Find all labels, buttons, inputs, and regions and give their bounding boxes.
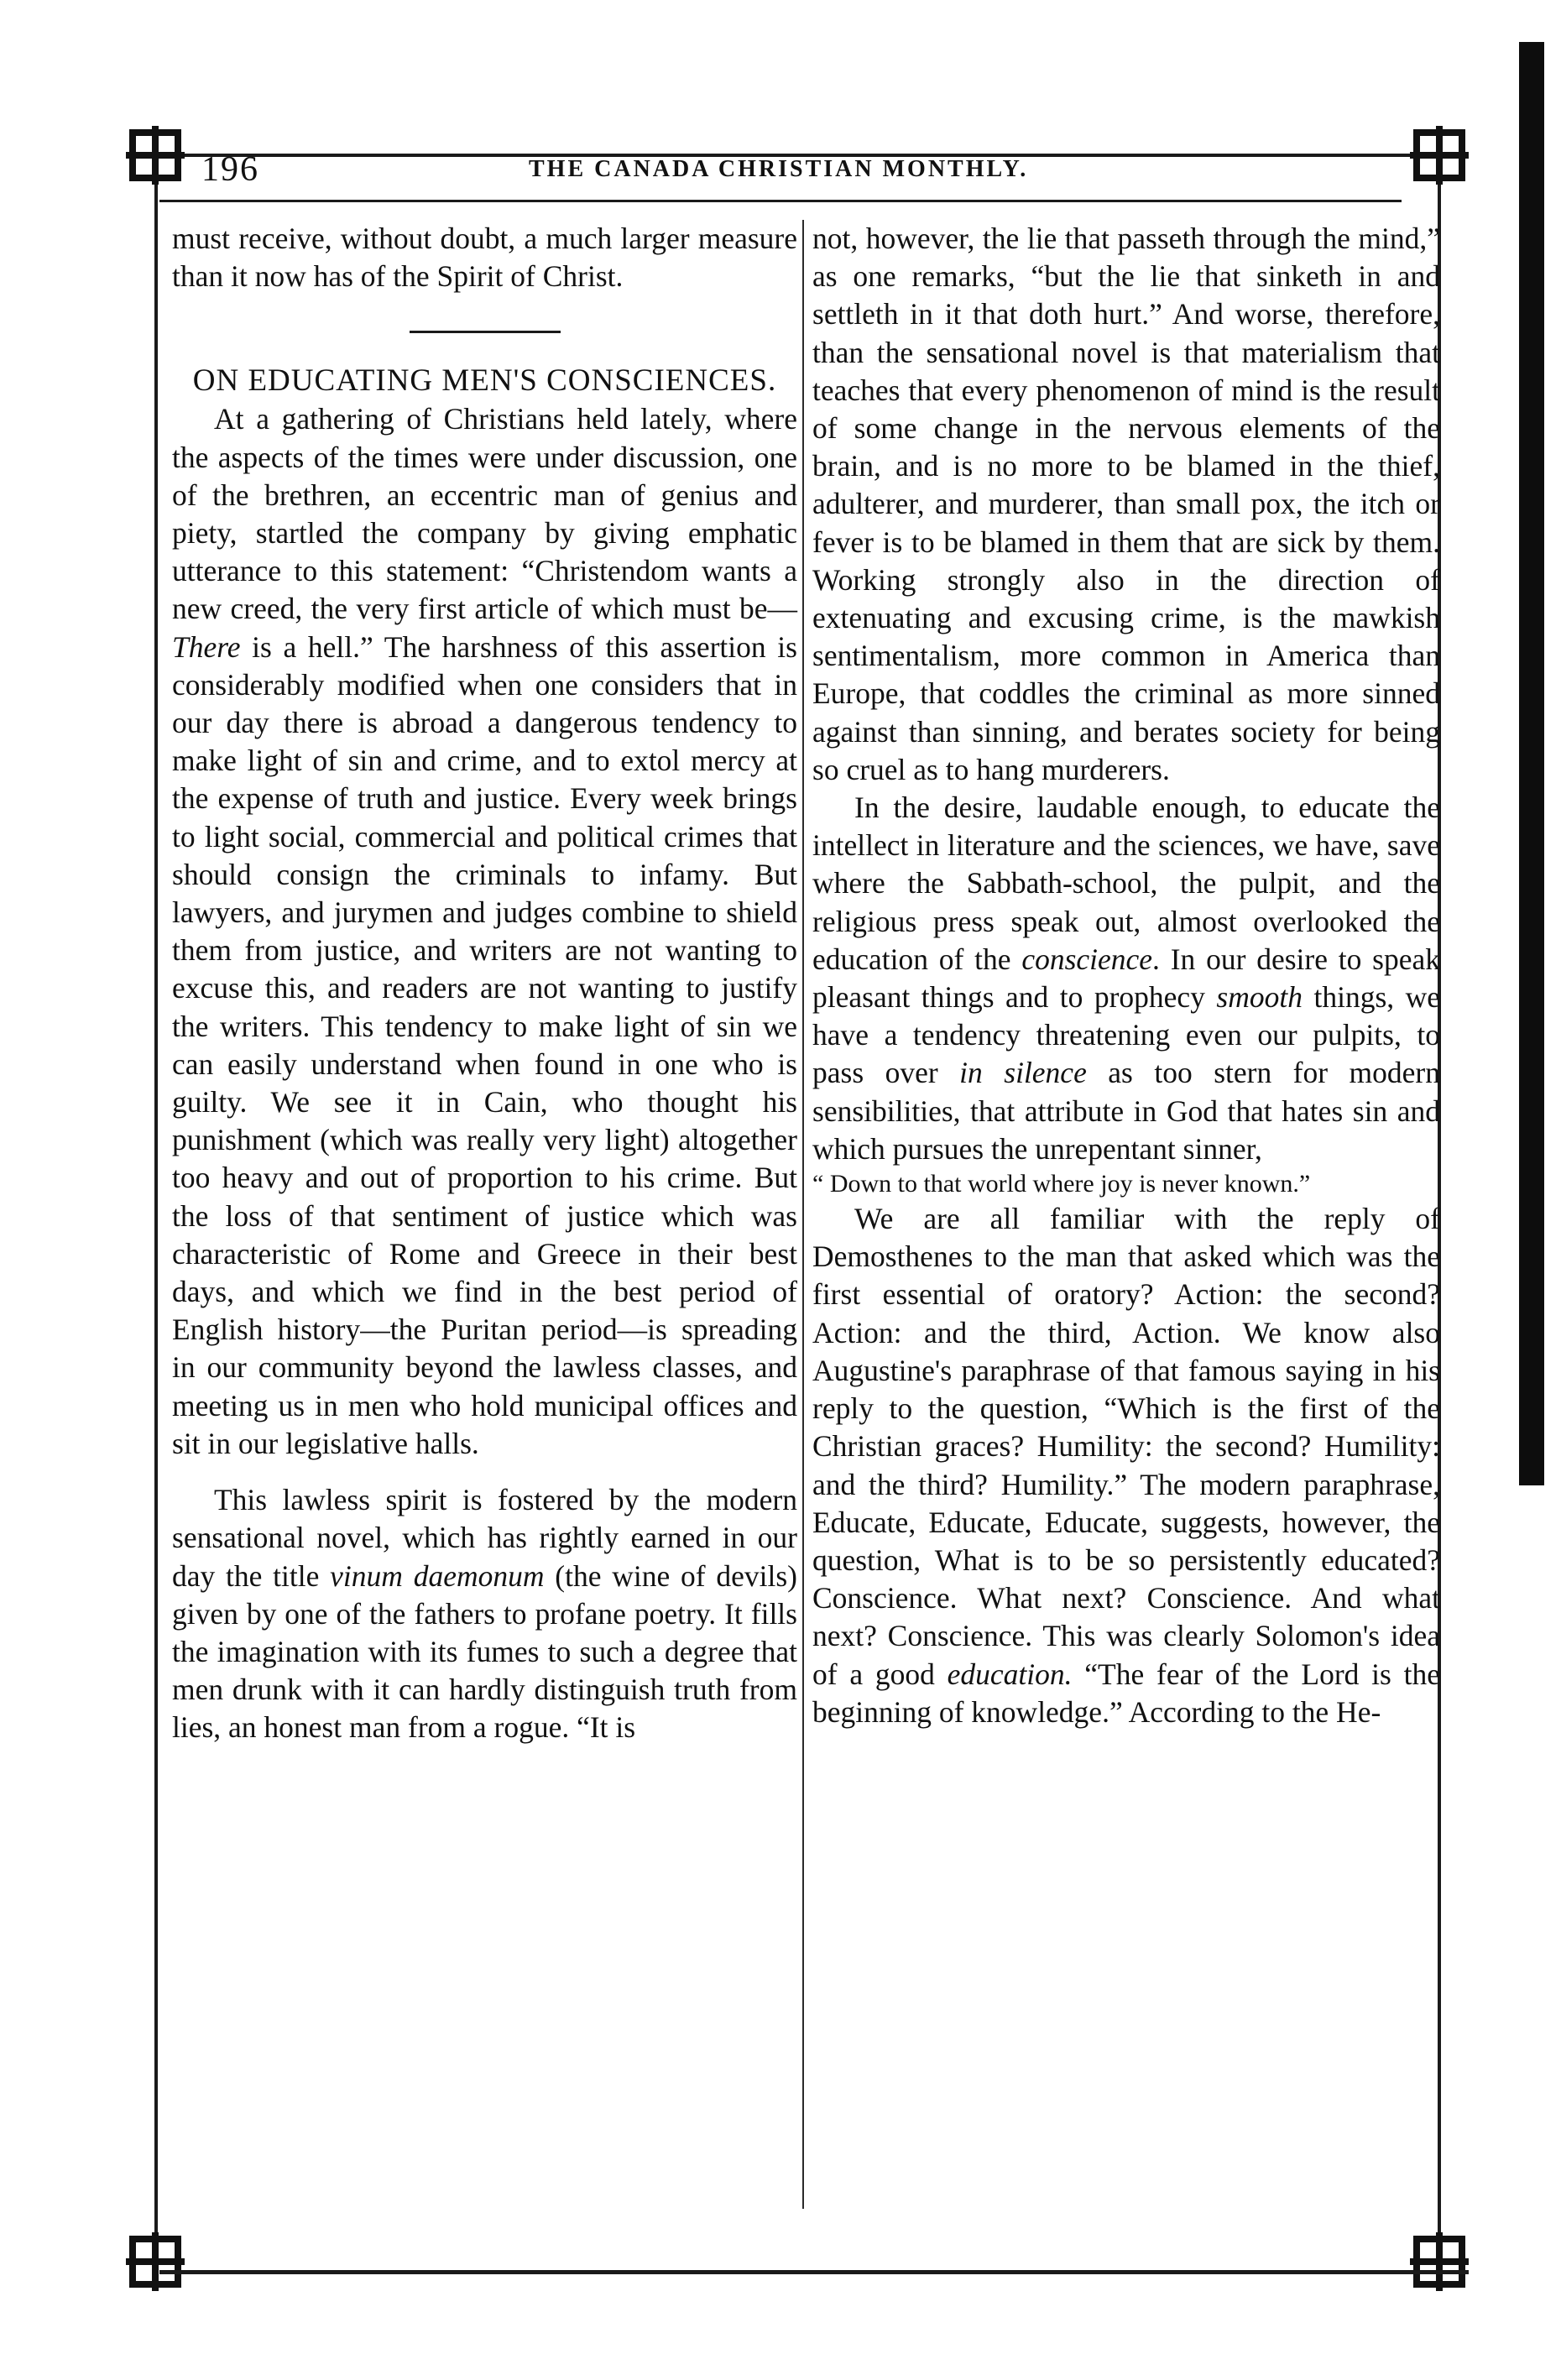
corner-ornament-top-left (126, 126, 185, 185)
right-column (812, 220, 1440, 1731)
running-title: THE CANADA CHRISTIAN MONTHLY. (529, 156, 1029, 182)
right-p2-text-c: things, we have a tendency threatening even our pulpits, to pass over (812, 980, 1441, 1090)
right-p2-italic-1: conscience (1021, 942, 1153, 976)
corner-ornament-bottom-right (1410, 2232, 1469, 2291)
right-p2-text-b: . In our desire to speak pleasant things and to prophecy (812, 942, 1440, 1015)
left-p2-text-b: is a hell.” The harshness of this assertion is considerably modified when one considers that in our day there is abroad a dangerous tendency to make light of sin and crime, and to extol mercy at the expense of truth and justice. Every week brings to light social, commercial and political crimes that should consign the criminals to infamy. But lawyers, and jurymen and judges combine to shield them from justice, and writers are not wanting to excuse this, and readers are not wanting to justify the writers. This tendency to make light of sin we can easily understand when found in one who is guilty. We see it in Cain, who thought his punishment (which was really very light) altogether too heavy and out of proportion to his crime. But the loss of that sentiment of justice which was characteristic of Rome and Greece in their best days, and which we find in the best period of English history—the Puritan period—is spreading in our community beyond the lawless classes, and meeting us in men who hold municipal offices and sit in our legislative halls. (172, 629, 797, 1460)
right-p3-italic: education. (947, 1657, 1073, 1691)
right-paragraph-2 (812, 789, 1440, 1168)
left-p2-italic: There (172, 629, 241, 664)
column-divider (802, 220, 804, 2209)
page-number: 196 (201, 150, 259, 189)
left-p2-text-a: At a gathering of Christians held lately, where the aspects of the times were under discussion, one of the brethren, an eccentric man of genius and piety, startled the company by giving emphatic utterance to this statement: “Christendom wants a new creed, the very first article of which must be— (172, 402, 797, 626)
right-p2-text-a: In the desire, laudable enough, to educate the intellect in literature and the sciences, we have, save where the Sabbath-school, the pulpit, and the religious press speak out, almost overlooked the education of the (812, 791, 1440, 976)
section-divider (410, 331, 561, 333)
left-paragraph-3 (172, 1481, 797, 1746)
right-p3-text-b: “The fear of the Lord is the beginning of knowledge.” According to the He- (812, 1657, 1440, 1729)
footer-rule (159, 2270, 1469, 2274)
article-heading: ON EDUCATING MEN'S CONSCIENCES. (192, 363, 777, 399)
left-paragraph-1: must receive, without doubt, a much larger measure than it now has of the Spirit of Christ. (172, 222, 797, 294)
left-p3-text-b: (the wine of devils) given by one of the fathers to profane poetry. It fills the imagination with its fumes to such a degree that men drunk with it can hardly distinguish truth from lies, an honest man from a rogue. “It is (172, 1558, 797, 1745)
page-header (201, 149, 1402, 200)
right-p2-italic-2: smooth (1216, 980, 1303, 1015)
corner-ornament-bottom-left (126, 2232, 185, 2291)
right-paragraph-3 (812, 1200, 1440, 1731)
left-p3-text-a: This lawless spirit is fostered by the modern sensational novel, which has rightly earned in our day the title (172, 1483, 797, 1593)
right-paragraph-1: not, however, the lie that passeth through the mind,” as one remarks, “but the lie that sinketh in and settleth in it that doth hurt.” And worse, therefore, than the sensational novel is that materialism that teaches that every phenomenon of mind is the result of some change in the nervous elements of the brain, and is no more to be blamed in the thief, adulterer, and murderer, than small pox, the itch or fever is to be blamed in them that are sick by them. Working strongly also in the direction of extenuating and excusing crime, is the mawkish sentimentalism, more common in America than Europe, that coddles the criminal as more sinned against than sinning, and berates society for being so cruel as to hang murderers. (812, 222, 1440, 786)
header-rule (159, 200, 1402, 202)
left-p3-italic: vinum daemonum (330, 1558, 545, 1593)
left-column (172, 220, 797, 1747)
corner-ornament-top-right (1410, 126, 1469, 185)
right-p3-text-a: We are all familiar with the reply of Demosthenes to the man that asked which was the first essential of oratory? Action: the second? Action: and the third, Action. We know also Augustine's paraphrase of that famous saying in his reply to the question, “Which is the first of the Christian graces? Humility: the second? Humility: and the third? Humility.” The modern paraphrase, Educate, Educate, Educate, suggests, however, the question, What is to be so persistently educated? Conscience. What next? Conscience. And what next? Conscience. This was clearly Solomon's idea of a good (812, 1202, 1440, 1691)
poetry-quote: “ Down to that world where joy is never known.” (812, 1170, 1311, 1198)
right-p2-text-d: as too stern for modern sensibilities, that attribute in God that hates sin and which pursues the unrepentant sinner, (812, 1056, 1440, 1166)
right-p2-italic-3: in silence (959, 1056, 1087, 1090)
scan-edge-bar (1519, 42, 1544, 1485)
frame-left-line (154, 185, 158, 2232)
left-paragraph-2 (172, 400, 797, 1463)
